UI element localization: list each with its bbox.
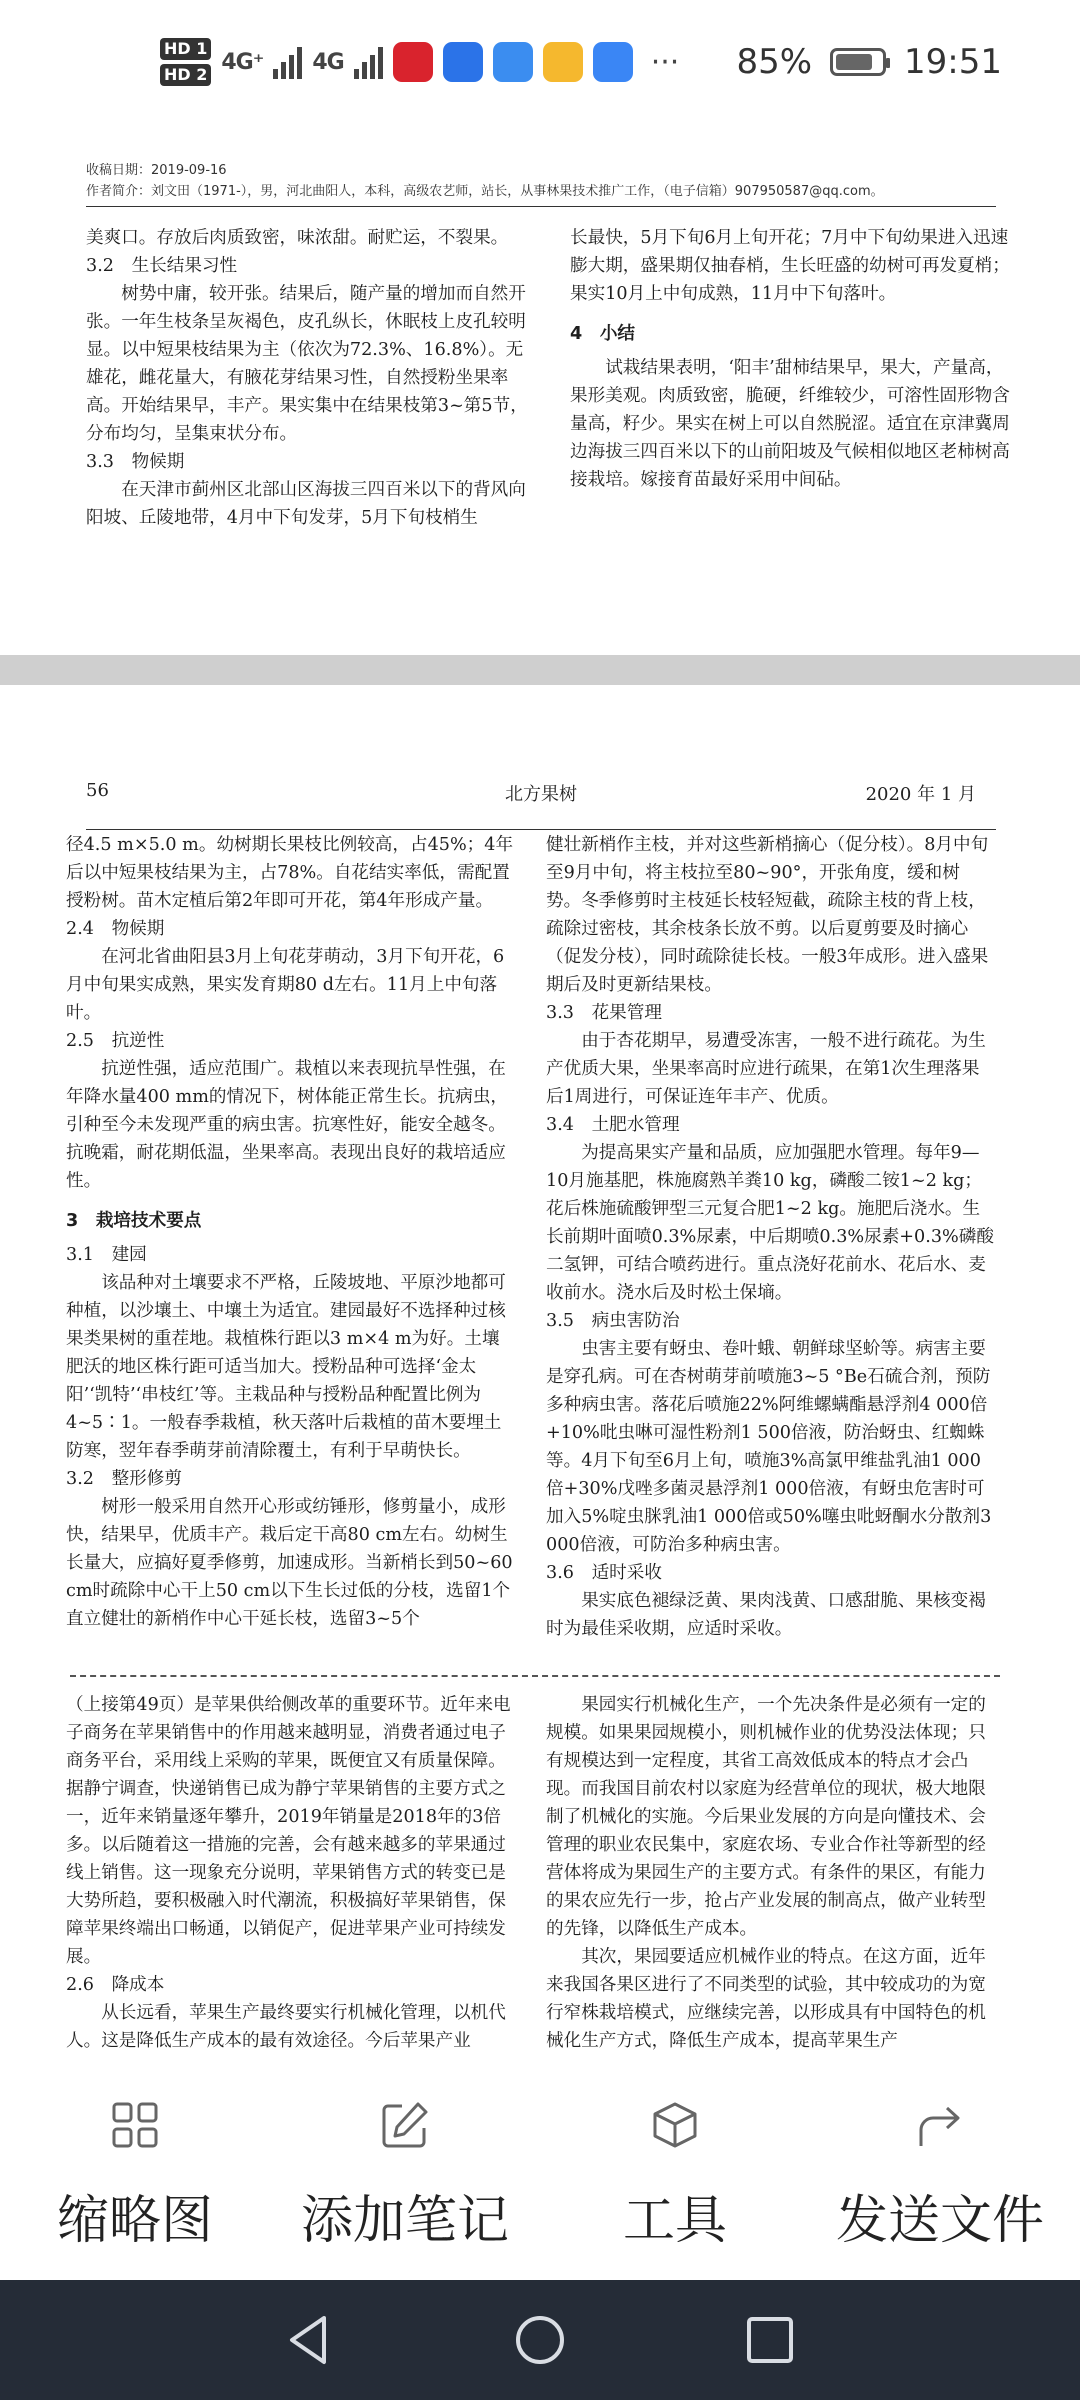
- app-notification-icon-5: [593, 42, 633, 82]
- paragraph: 虫害主要有蚜虫、卷叶蛾、朝鲜球坚蚧等。病害主要是穿孔病。可在杏树萌芽前喷施3~5 °Be石硫合剂，预防多种病虫害。落花后喷施22%阿维螺螨酯悬浮剂4 000倍+10%吡虫啉可湿性粉剂1 500倍液，防治蚜虫、红蜘蛛等。4月下旬至6月上旬，喷施3%高氯甲维盐乳油1 000倍+30%戊唑多菌灵悬浮剂1 000倍液，有蚜虫危害时可加入5%啶虫脒乳油1 000倍或50%噻虫吡蚜酮水分散剂3 000倍液，可防治多种病虫害。: [546, 1339, 992, 1555]
- grid-icon: [110, 2100, 160, 2150]
- issue-date: 2020 年 1 月: [865, 784, 976, 805]
- paragraph: 径4.5 m×5.0 m。幼树期长果枝比例较高，占45%；4年后以中短果枝结果为主，占78%。自花结实率低，需配置授粉树。苗木定植后第2年即可开花，第4年形成产量。: [66, 835, 514, 911]
- journal-title: 北方果树: [505, 784, 577, 805]
- signal2-icon: [354, 45, 383, 79]
- paragraph: 为提高果实产量和品质，应加强肥水管理。每年9—10月施基肥，株施腐熟羊粪10 kg，磷酸二铵1~2 kg；花后株施硫酸钾型三元复合肥1~2 kg。施肥后浇水。生长前期叶面喷0.3%尿素，中后期喷0.3%尿素+0.3%磷酸二氢钾，可结合喷药进行。重点浇好花前水、花后水、麦收前水。浇水后及时松土保墒。: [546, 1143, 994, 1303]
- paragraph: 树势中庸，较开张。结果后，随产量的增加而自然开张。一年生枝条呈灰褐色，皮孔纵长，休眠枝上皮孔较明显。以中短果枝结果为主（依次为72.3%、16.8%）。无雄花，雌花量大，有腋花芽结果习性，自然授粉坐果率高。开始结果早，丰产。果实集中在结果枝第3~第5节，分布均匀，呈集束状分布。: [86, 284, 528, 444]
- network1-label: 4G⁺: [221, 49, 264, 75]
- paragraph: 由于杏花期早，易遭受冻害，一般不进行疏花。为生产优质大果，坐果率高时应进行疏果，在第1次生理落果后1周进行，可保证连年丰产、优质。: [546, 1031, 986, 1107]
- footnote-rule: [86, 206, 996, 207]
- page1-right-column: [570, 224, 1020, 494]
- sim1-badge: HD 1: [160, 38, 211, 60]
- header-rule: [86, 829, 996, 830]
- edit-note-icon: [380, 2100, 430, 2150]
- paragraph: （上接第49页）是苹果供给侧改革的重要环节。近年来电子商务在苹果销售中的作用越来越明显，消费者通过电子商务平台，采用线上采购的苹果，既便宜又有质量保障。据静宁调查，快递销售已成为静宁苹果销售的主要方式之一，近年来销量逐年攀升，2019年销量是2018年的3倍多。以后随着这一措施的完善，会有越来越多的苹果通过线上销售。这一现象充分说明，苹果销售方式的转变已是大势所趋，要积极融入时代潮流，积极搞好苹果销售，保障苹果终端出口畅通，以销促产，促进苹果产业可持续发展。: [66, 1695, 511, 1967]
- paragraph: 其次，果园要适应机械作业的特点。在这方面，近年来我国各果区进行了不同类型的试验，其中较成功的为宽行窄株栽培模式，应继续完善，以形成具有中国特色的机械化生产方式，降低生产成本，提高苹果生产: [546, 1947, 986, 2051]
- cube-icon: [650, 2100, 700, 2150]
- status-bar: [0, 0, 1080, 140]
- battery-icon: [830, 48, 886, 76]
- page-separator: [0, 655, 1080, 685]
- recents-icon[interactable]: [740, 2310, 800, 2370]
- author-note: 作者简介：刘文田（1971-），男，河北曲阳人，本科，高级农艺师，站长，从事林果技术推广工作，（电子信箱）907950587@qq.com。: [86, 184, 884, 199]
- app-notification-icon-1: [393, 42, 433, 82]
- add-note-label: 添加笔记: [300, 2191, 509, 2251]
- back-icon[interactable]: [280, 2310, 340, 2370]
- section-heading: 3.5 病虫害防治: [546, 1311, 680, 1331]
- document-page-2[interactable]: [0, 685, 1080, 2080]
- section-heading: 3.2 生长结果习性: [86, 256, 238, 276]
- paragraph: 抗逆性强，适应范围广。栽植以来表现抗旱性强，在年降水量400 mm的情况下，树体能正常生长。抗病虫，引种至今未发现严重的病虫害。抗寒性好，能安全越冬。抗晚霜，耐花期低温，坐果率高。表现出良好的栽培适应性。: [66, 1059, 509, 1191]
- paragraph: 美爽口。存放后肉质致密，味浓甜。耐贮运，不裂果。: [86, 228, 509, 248]
- section-heading: 2.6 降成本: [66, 1975, 165, 1995]
- signal1-icon: [273, 45, 302, 79]
- section-heading: 3.2 整形修剪: [66, 1469, 182, 1489]
- section-heading: 3.6 适时采收: [546, 1563, 662, 1583]
- section-heading: 3 栽培技术要点: [66, 1211, 202, 1231]
- thumbnail-label: 缩略图: [56, 2191, 213, 2251]
- status-left: [160, 38, 679, 86]
- mail-notification-icon: [543, 42, 583, 82]
- paragraph: 在河北省曲阳县3月上旬花芽萌动，3月下旬开花，6月中旬果实成熟，果实发育期80 d左右。11月上中旬落叶。: [66, 947, 505, 1023]
- network2-label: 4G: [312, 49, 344, 75]
- add-note-button[interactable]: [285, 2080, 525, 2280]
- app-notification-icon-2: [443, 42, 483, 82]
- battery-percent: 85%: [736, 42, 813, 82]
- paragraph: 树形一般采用自然开心形或纺锤形，修剪量小，成形快，结果早，优质丰产。栽后定干高80 cm左右。幼树生长量大，应搞好夏季修剪，加速成形。当新梢长到50~60 cm时疏除中心干上50 cm以下生长过低的分枝，选留1个直立健壮的新梢作中心干延长枝，选留3~5个: [66, 1497, 513, 1629]
- paragraph: 在天津市蓟州区北部山区海拔三四百米以下的背风向阳坡、丘陵地带，4月中下旬发芽，5月下旬枝梢生: [86, 480, 526, 528]
- sim2-badge: HD 2: [160, 64, 211, 86]
- page1-footnote: [86, 160, 1006, 202]
- paragraph: 该品种对土壤要求不严格，丘陵坡地、平原沙地都可种植，以沙壤土、中壤土为适宜。建园最好不选择种过核果类果树的重茬地。栽植株行距以3 m×4 m为好。土壤肥沃的地区株行距可适当加大。授粉品种可选择‘金太阳’‘凯特’‘串枝红’等。主栽品种与授粉品种配置比例为4~5∶1。一般春季栽植，秋天落叶后栽植的苗木要埋土防寒，翌年春季萌芽前清除覆土，有利于早萌快长。: [66, 1273, 506, 1461]
- paragraph: 健壮新梢作主枝，并对这些新梢摘心（促分枝）。8月中旬至9月中旬，将主枝拉至80~90°，开张角度，缓和树势。冬季修剪时主枝延长枝轻短截，疏除主枝的背上枝，疏除过密枝，其余枝条长放不剪。以后夏剪要及时摘心（促发分枝），同时疏除徒长枝。一般3年成形。进入盛果期后及时更新结果枝。: [546, 835, 989, 995]
- app-notification-icon-3: [493, 42, 533, 82]
- paragraph: 长最快，5月下旬6月上旬开花；7月中下旬幼果进入迅速膨大期，盛果期仅抽春梢，生长旺盛的幼树可再发夏梢；果实10月上中旬成熟，11月中下旬落叶。: [570, 228, 1010, 304]
- paragraph: 试栽结果表明，‘阳丰’甜柿结果早，果大，产量高，果形美观。肉质致密，脆硬，纤维较少，可溶性固形物含量高，籽少。果实在树上可以自然脱涩。适宜在京津冀周边海拔三四百米以下的山前阳坡及气候相似地区老柿树高接栽培。嫁接育苗最好采用中间砧。: [570, 358, 1010, 490]
- section-heading: 4 小结: [570, 324, 636, 344]
- home-icon[interactable]: [510, 2310, 570, 2370]
- tools-button[interactable]: [600, 2080, 750, 2280]
- received-date: 收稿日期：2019-09-16: [86, 163, 227, 178]
- system-navigation-bar: [0, 2280, 1080, 2400]
- section-heading: 3.4 土肥水管理: [546, 1115, 680, 1135]
- page1-left-column: [86, 224, 536, 532]
- page2-lower-right-column: [546, 1691, 994, 2055]
- section-heading: 2.4 物候期: [66, 919, 165, 939]
- page2-lower-left-column: [66, 1691, 514, 2055]
- send-file-button[interactable]: [820, 2080, 1060, 2280]
- section-heading: 3.3 花果管理: [546, 1003, 662, 1023]
- more-notifications-icon: ···: [650, 44, 680, 80]
- page-number: 56: [86, 780, 109, 801]
- paragraph: 果实底色褪绿泛黄、果肉浅黄、口感甜脆、果核变褐时为最佳采收期，应适时采收。: [546, 1591, 986, 1639]
- paragraph: 从长远看，苹果生产最终要实行机械化管理，以机代人。这是降低生产成本的最有效途径。今后苹果产业: [66, 2003, 506, 2051]
- bottom-toolbar: [0, 2080, 1080, 2280]
- document-page-1[interactable]: [0, 140, 1080, 655]
- send-file-label: 发送文件: [835, 2191, 1044, 2251]
- clock: 19:51: [904, 42, 1002, 82]
- page2-right-column: [546, 831, 994, 1643]
- thumbnail-button[interactable]: [40, 2080, 230, 2280]
- section-heading: 3.1 建园: [66, 1245, 147, 1265]
- paragraph: 果园实行机械化生产，一个先决条件是必须有一定的规模。如果果园规模小，则机械作业的优势没法体现；只有规模达到一定程度，其省工高效低成本的特点才会凸现。而我国目前农村以家庭为经营单位的现状，极大地限制了机械化的实施。今后果业发展的方向是向懂技术、会管理的职业农民集中，家庭农场、专业合作社等新型的经营体将成为果园生产的主要方式。有条件的果区，有能力的果农应先行一步，抢占产业发展的制高点，做产业转型的先锋，以降低生产成本。: [546, 1695, 986, 1939]
- article-divider: [70, 1675, 1000, 1677]
- sim-indicators: [160, 38, 211, 86]
- share-arrow-icon: [915, 2100, 965, 2150]
- tools-label: 工具: [622, 2191, 727, 2251]
- section-heading: 2.5 抗逆性: [66, 1031, 165, 1051]
- page2-left-column: [66, 831, 514, 1633]
- section-heading: 3.3 物候期: [86, 452, 185, 472]
- status-right: [736, 42, 1002, 82]
